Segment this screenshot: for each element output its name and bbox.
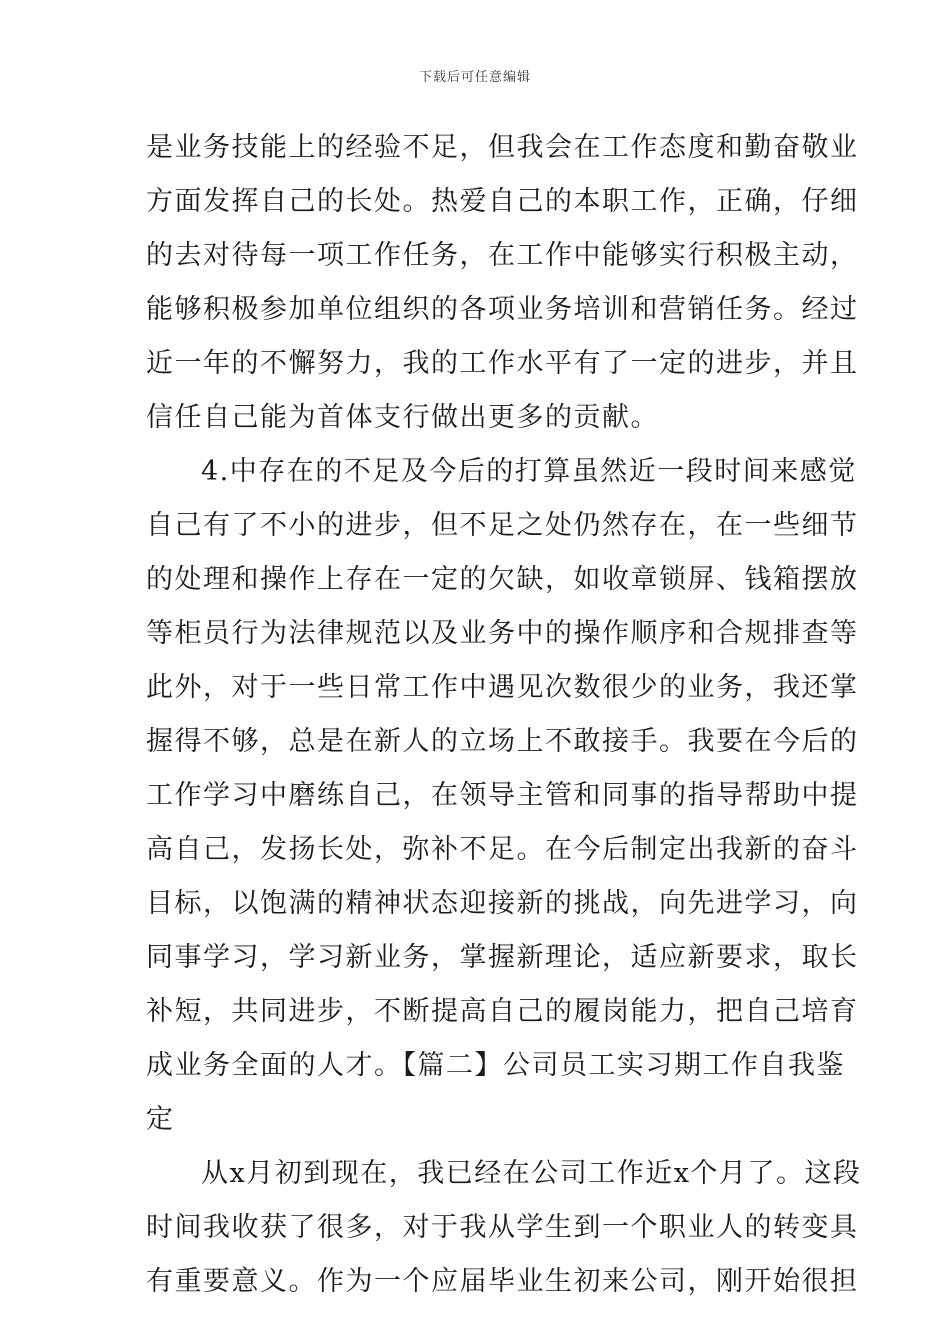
text-line: 有重要意义。作为一个应届毕业生初来公司，刚开始很担 [146,1266,859,1297]
text-line: 是业务技能上的经验不足，但我会在工作态度和勤奋敬业 [146,132,859,163]
body-text [146,121,862,1309]
text-line: 自己有了不小的进步，但不足之处仍然存在，在一些细节 [146,510,859,541]
header-note: 下载后可任意编辑 [418,70,531,85]
text-line: 定 [146,1104,175,1135]
text-line: 能够积极参加单位组织的各项业务培训和营销任务。经过 [146,294,859,325]
text-line: 时间我收获了很多，对于我从学生到一个职业人的转变具 [146,1212,859,1243]
text-line: 工作学习中磨练自己，在领导主管和同事的指导帮助中提 [146,780,859,811]
text-line: 成业务全面的人才。【篇二】公司员工实习期工作自我鉴 [146,1050,845,1081]
text-line: 的去对待每一项工作任务，在工作中能够实行积极主动， [146,240,859,271]
text-line: 高自己，发扬长处，弥补不足。在今后制定出我新的奋斗 [146,834,859,865]
text-line: 目标，以饱满的精神状态迎接新的挑战，向先进学习，向 [146,888,859,919]
text-line: 同事学习，学习新业务，掌握新理论，适应新要求，取长 [146,942,859,973]
paragraph-start-line: 4.中存在的不足及今后的打算虽然近一段时间来感觉 [201,456,857,487]
text-line: 握得不够，总是在新人的立场上不敢接手。我要在今后的 [146,726,859,757]
text-line: 的处理和操作上存在一定的欠缺，如收章锁屏、钱箱摆放 [146,564,859,595]
text-line: 方面发挥自己的长处。热爱自己的本职工作，正确，仔细 [146,186,859,217]
text-line: 等柜员行为法律规范以及业务中的操作顺序和合规排查等 [146,618,859,649]
text-line: 补短，共同进步，不断提高自己的履岗能力，把自己培育 [146,996,859,1027]
text-line: 近一年的不懈努力，我的工作水平有了一定的进步，并且 [146,348,859,379]
paragraph-start-line: 从x月初到现在，我已经在公司工作近x个月了。这段 [201,1158,862,1189]
text-line: 信任自己能为首体支行做出更多的贡献。 [146,402,659,433]
text-line: 此外，对于一些日常工作中遇见次数很少的业务，我还掌 [146,672,859,703]
